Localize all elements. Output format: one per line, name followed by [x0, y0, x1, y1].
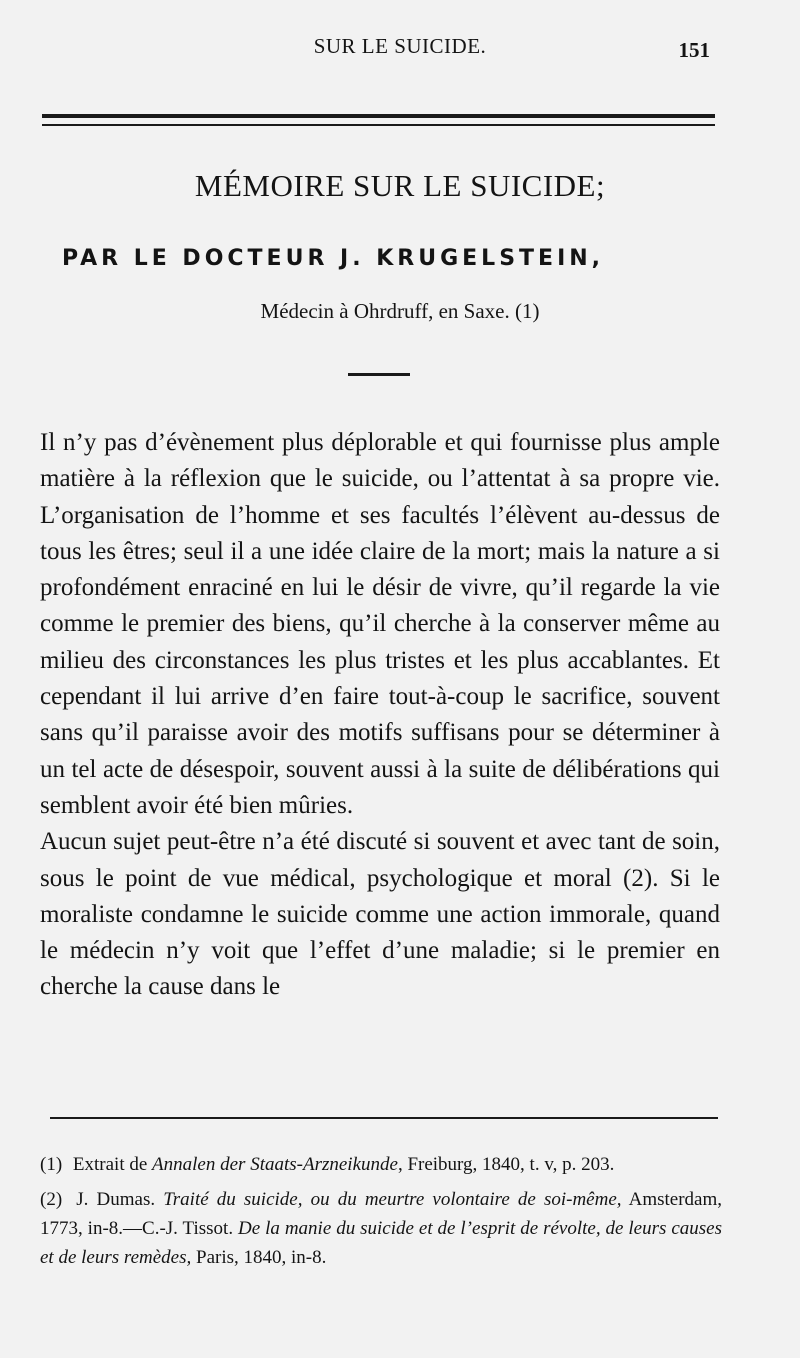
running-title: SUR LE SUICIDE.: [313, 34, 487, 58]
footnote-text: Paris, 1840, in-8.: [196, 1247, 327, 1268]
footnote-number: (1): [40, 1154, 63, 1175]
footnote-book-title: Traité du suicide, ou du meurtre volontaire de soi-même,: [163, 1189, 622, 1210]
section-rule: [348, 373, 410, 376]
footnote-text: Extrait de: [72, 1154, 148, 1175]
footnote-rule: [50, 1117, 718, 1119]
footnote-1: [40, 1150, 722, 1179]
footnote-text: Amsterdam, 1773, in-8.—C.-J. Tissot.: [40, 1189, 722, 1239]
footnotes: [40, 1150, 722, 1278]
author-line: PAR LE DOCTEUR J. KRUGELSTEIN,: [62, 246, 605, 271]
header-double-rule: [42, 114, 715, 126]
body-text: [40, 425, 720, 1006]
footnote-number: (2): [40, 1189, 63, 1210]
memoir-title: MÉMOIRE SUR LE SUICIDE;: [194, 168, 606, 203]
page-number: 151: [678, 38, 710, 62]
paragraph: Aucun sujet peut-être n’a été discuté si souvent et avec tant de soin, sous le point de vue médical, psychologique et moral (2). Si le moraliste condamne le suicide comme une action immorale, quand le médecin n’y voit que l’effet d’une maladie; si le premier en cherche la cause dans le: [40, 828, 720, 1001]
footnote-book-title: De la manie du suicide et de l’esprit de révolte, de leurs causes et de leurs remèdes,: [40, 1218, 722, 1268]
footnote-journal-title: Annalen der Staats-Arzneikunde: [152, 1154, 398, 1175]
footnote-author: J. Dumas.: [76, 1189, 156, 1210]
author-affiliation: Médecin à Ohrdruff, en Saxe. (1): [260, 299, 540, 323]
running-head: [0, 34, 800, 70]
paragraph: Il n’y pas d’évènement plus déplorable et qui fournisse plus ample matière à la réflexion que le suicide, ou l’attentat à sa propre vie. L’organisation de l’homme et ses facultés l’élèvent au-dessus de tous les êtres; seul il a une idée claire de la mort; mais la nature a si profondément enraciné en lui le désir de vivre, qu’il regarde la vie comme le premier des biens, qu’il cherche à la conserver même au milieu des circonstances les plus tristes et les plus accablantes. Et cependant il lui arrive d’en faire tout-à-coup le sacrifice, souvent sans qu’il paraisse avoir des motifs suffisans pour se déterminer à un tel acte de désespoir, souvent aussi à la suite de délibérations qui semblent avoir été bien mûries.: [40, 429, 720, 819]
footnote-2: [40, 1185, 722, 1272]
footnote-text: , Freiburg, 1840, t. v, p. 203.: [397, 1154, 615, 1175]
